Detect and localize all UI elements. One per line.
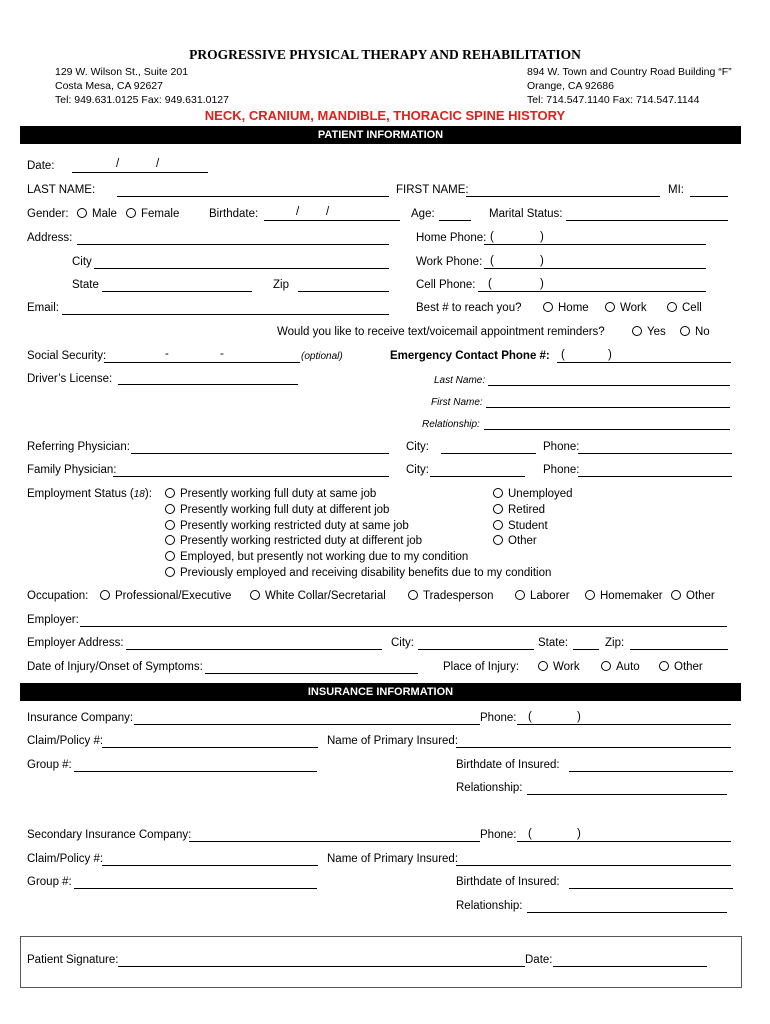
- employment-option[interactable]: [165, 488, 376, 500]
- option-label: Work: [553, 661, 580, 673]
- ssn-optional-note: (optional): [301, 351, 343, 362]
- state-field[interactable]: [102, 291, 252, 292]
- option-label: Presently working full duty at different job: [180, 504, 390, 516]
- family-city-label: City:: [406, 464, 429, 476]
- area-code-close: ): [540, 278, 544, 290]
- best-number-label: Best # to reach you?: [416, 302, 522, 314]
- employer-label: Employer:: [27, 614, 79, 626]
- option-label: Previously employed and receiving disability benefits due to my condition: [180, 567, 552, 579]
- place-of-injury-label: Place of Injury:: [443, 661, 520, 673]
- right-address-line: 894 W. Town and Country Road Building “F”: [527, 66, 732, 78]
- secondary-phone-field[interactable]: [517, 841, 731, 842]
- secondary-insured-birthdate-field[interactable]: [569, 888, 733, 889]
- radio-icon[interactable]: [165, 520, 175, 530]
- secondary-insured-birthdate-label: Birthdate of Insured:: [456, 876, 560, 888]
- secondary-insurance-label: Secondary Insurance Company:: [27, 829, 192, 841]
- radio-icon[interactable]: [667, 302, 677, 312]
- secondary-group-number-label: Group #:: [27, 876, 72, 888]
- section-insurance-information: INSURANCE INFORMATION: [20, 683, 741, 701]
- radio-icon[interactable]: [671, 590, 681, 600]
- radio-icon[interactable]: [77, 208, 87, 218]
- area-code-open: (: [528, 711, 532, 723]
- drivers-license-field[interactable]: [118, 384, 298, 385]
- option-label: Presently working restricted duty at same job: [180, 520, 409, 532]
- area-code-open: (: [561, 349, 565, 361]
- secondary-claim-policy-label: Claim/Policy #:: [27, 853, 104, 865]
- gender-male-option[interactable]: [77, 208, 117, 220]
- employment-option[interactable]: [165, 551, 468, 563]
- radio-icon[interactable]: [165, 488, 175, 498]
- area-code-close: ): [608, 349, 612, 361]
- employment-option[interactable]: [493, 520, 548, 532]
- referring-phone-field[interactable]: [578, 453, 732, 454]
- option-label: Cell: [682, 302, 702, 314]
- employment-status-label: [27, 488, 152, 500]
- radio-icon[interactable]: [165, 551, 175, 561]
- patient-signature-label: Patient Signature:: [27, 954, 119, 966]
- option-label: Employed, but presently not working due to my condition: [180, 551, 469, 563]
- secondary-insurance-field[interactable]: [189, 841, 480, 842]
- emergency-last-name-label: Last Name:: [434, 375, 486, 386]
- employment-option[interactable]: [165, 535, 422, 547]
- emergency-relationship-field[interactable]: [484, 429, 730, 430]
- radio-icon[interactable]: [408, 590, 418, 600]
- emergency-first-name-label: First Name:: [431, 397, 483, 408]
- employment-status-suffix: ):: [144, 488, 152, 500]
- claim-policy-field[interactable]: [102, 747, 318, 748]
- emergency-first-name-field[interactable]: [486, 407, 730, 408]
- radio-icon[interactable]: [165, 504, 175, 514]
- date-field[interactable]: [72, 172, 208, 173]
- option-label: Presently working full duty at same job: [180, 488, 377, 500]
- clinic-name: PROGRESSIVE PHYSICAL THERAPY AND REHABILITATION: [189, 47, 581, 62]
- employer-address-field[interactable]: [126, 649, 382, 650]
- work-phone-field[interactable]: [484, 268, 706, 269]
- option-label: Homemaker: [600, 590, 663, 602]
- cell-phone-label: Cell Phone:: [416, 279, 476, 291]
- employment-option[interactable]: [493, 535, 537, 547]
- radio-icon[interactable]: [100, 590, 110, 600]
- insured-relationship-field[interactable]: [527, 794, 727, 795]
- birthdate-label: Birthdate:: [209, 208, 259, 220]
- family-city-field[interactable]: [430, 476, 525, 477]
- radio-icon[interactable]: [165, 567, 175, 577]
- reminders-question: Would you like to receive text/voicemail appointment reminders?: [277, 326, 605, 338]
- secondary-primary-insured-label: Name of Primary Insured:: [327, 853, 459, 865]
- occupation-option[interactable]: [671, 590, 715, 602]
- date-separator: /: [156, 158, 160, 170]
- area-code-close: ): [540, 231, 544, 243]
- area-code-close: ): [577, 828, 581, 840]
- radio-icon[interactable]: [605, 302, 615, 312]
- option-label: No: [695, 326, 710, 338]
- place-option[interactable]: [538, 661, 580, 673]
- place-option[interactable]: [659, 661, 703, 673]
- date-separator: /: [326, 206, 330, 218]
- radio-icon[interactable]: [165, 535, 175, 545]
- drivers-license-label: Driver’s License:: [27, 373, 113, 385]
- referring-city-label: City:: [406, 441, 429, 453]
- insured-birthdate-field[interactable]: [569, 771, 733, 772]
- option-label: Other: [674, 661, 703, 673]
- family-phone-label: Phone:: [543, 464, 580, 476]
- option-label: Other: [686, 590, 715, 602]
- radio-icon[interactable]: [493, 504, 503, 514]
- radio-icon[interactable]: [250, 590, 260, 600]
- address-label: Address:: [27, 232, 73, 244]
- zip-field[interactable]: [298, 291, 389, 292]
- ssn-dash: -: [220, 348, 224, 360]
- family-physician-label: Family Physician:: [27, 464, 117, 476]
- date-label: Date:: [27, 160, 55, 172]
- age-label: Age:: [411, 208, 435, 220]
- area-code-open: (: [528, 828, 532, 840]
- referring-physician-field[interactable]: [131, 453, 389, 454]
- employer-city-field[interactable]: [418, 649, 534, 650]
- last-name-label: LAST NAME:: [27, 184, 96, 196]
- referring-physician-label: Referring Physician:: [27, 441, 130, 453]
- ssn-label: Social Security:: [27, 350, 107, 362]
- option-label: Tradesperson: [423, 590, 494, 602]
- option-label: Auto: [616, 661, 640, 673]
- radio-icon[interactable]: [585, 590, 595, 600]
- right-address-line: Tel: 714.547.1140 Fax: 714.547.1144: [527, 94, 700, 106]
- emergency-last-name-field[interactable]: [488, 385, 730, 386]
- email-field[interactable]: [62, 314, 389, 315]
- date-separator: /: [296, 206, 300, 218]
- occupation-option[interactable]: [408, 590, 494, 602]
- mi-label: MI:: [668, 184, 684, 196]
- area-code-close: ): [577, 711, 581, 723]
- option-label: Other: [508, 535, 537, 547]
- state-label: State: [72, 279, 99, 291]
- option-label: Laborer: [530, 590, 570, 602]
- section-patient-information: PATIENT INFORMATION: [20, 126, 741, 144]
- injury-date-field[interactable]: [205, 673, 418, 674]
- reminders-yes-option[interactable]: [632, 326, 666, 338]
- option-label: Professional/Executive: [115, 590, 232, 602]
- occupation-label: Occupation:: [27, 590, 89, 602]
- employer-zip-field[interactable]: [630, 649, 728, 650]
- signature-box: [20, 936, 742, 988]
- last-name-field[interactable]: [117, 196, 389, 197]
- injury-date-label: Date of Injury/Onset of Symptoms:: [27, 661, 203, 673]
- reminders-no-option[interactable]: [680, 326, 710, 338]
- email-label: Email:: [27, 302, 59, 314]
- mi-field[interactable]: [690, 196, 728, 197]
- employment-option[interactable]: [493, 488, 573, 500]
- primary-insured-field[interactable]: [456, 747, 731, 748]
- employer-field[interactable]: [80, 626, 727, 627]
- insurance-phone-label: Phone:: [480, 712, 517, 724]
- area-code-close: ): [540, 255, 544, 267]
- city-field[interactable]: [94, 268, 389, 269]
- age-field[interactable]: [439, 220, 471, 221]
- occupation-option[interactable]: [250, 590, 386, 602]
- city-label: City: [72, 256, 92, 268]
- address-field[interactable]: [77, 244, 389, 245]
- employment-status-text: Employment Status (: [27, 488, 134, 500]
- radio-icon[interactable]: [543, 302, 553, 312]
- insured-relationship-label: Relationship:: [456, 782, 523, 794]
- first-name-label: FIRST NAME:: [396, 184, 469, 196]
- employment-option[interactable]: [493, 504, 545, 516]
- group-number-label: Group #:: [27, 759, 72, 771]
- right-address-line: Orange, CA 92686: [527, 80, 614, 92]
- marital-status-label: Marital Status:: [489, 208, 563, 220]
- employer-address-label: Employer Address:: [27, 637, 124, 649]
- radio-icon[interactable]: [601, 661, 611, 671]
- area-code-open: (: [490, 255, 494, 267]
- place-option[interactable]: [601, 661, 640, 673]
- secondary-phone-label: Phone:: [480, 829, 517, 841]
- option-label: Home: [558, 302, 589, 314]
- marital-status-field[interactable]: [566, 220, 728, 221]
- option-label: Male: [92, 208, 117, 220]
- option-label: Student: [508, 520, 548, 532]
- right-address: [527, 65, 732, 107]
- left-address-line: Tel: 949.631.0125 Fax: 949.631.0127: [55, 94, 229, 106]
- employment-option[interactable]: [165, 567, 551, 579]
- employment-status-number: 18: [133, 489, 145, 500]
- radio-icon[interactable]: [632, 326, 642, 336]
- option-label: Yes: [647, 326, 666, 338]
- referring-phone-label: Phone:: [543, 441, 580, 453]
- ssn-field[interactable]: [104, 362, 300, 363]
- secondary-relationship-field[interactable]: [527, 912, 727, 913]
- secondary-group-number-field[interactable]: [74, 888, 317, 889]
- left-address-line: Costa Mesa, CA 92627: [55, 80, 163, 92]
- signature-date-label: Date:: [525, 954, 553, 966]
- option-label: Unemployed: [508, 488, 573, 500]
- option-label: Female: [141, 208, 180, 220]
- employment-option[interactable]: [165, 504, 389, 516]
- secondary-relationship-label: Relationship:: [456, 900, 523, 912]
- form-title: NECK, CRANIUM, MANDIBLE, THORACIC SPINE HISTORY: [204, 108, 566, 123]
- birthdate-field[interactable]: [264, 220, 400, 221]
- radio-icon[interactable]: [659, 661, 669, 671]
- left-address-line: 129 W. Wilson St., Suite 201: [55, 66, 189, 78]
- radio-icon[interactable]: [126, 208, 136, 218]
- insurance-phone-field[interactable]: [517, 724, 731, 725]
- radio-icon[interactable]: [493, 520, 503, 530]
- patient-signature-field[interactable]: [118, 966, 525, 967]
- ssn-dash: -: [165, 348, 169, 360]
- cell-phone-field[interactable]: [478, 291, 706, 292]
- radio-icon[interactable]: [493, 488, 503, 498]
- employer-zip-label: Zip:: [605, 637, 625, 649]
- zip-label: Zip: [273, 279, 289, 291]
- occupation-option[interactable]: [515, 590, 570, 602]
- primary-insured-label: Name of Primary Insured:: [327, 735, 459, 747]
- emergency-phone-field[interactable]: [557, 362, 731, 363]
- option-label: Retired: [508, 504, 546, 516]
- insured-birthdate-label: Birthdate of Insured:: [456, 759, 560, 771]
- claim-policy-label: Claim/Policy #:: [27, 735, 104, 747]
- option-label: Presently working restricted duty at different job: [180, 535, 423, 547]
- insurance-company-field[interactable]: [134, 724, 480, 725]
- emergency-relationship-label: Relationship:: [422, 419, 480, 430]
- radio-icon[interactable]: [680, 326, 690, 336]
- gender-female-option[interactable]: [126, 208, 179, 220]
- option-label: White Collar/Secretarial: [265, 590, 386, 602]
- home-phone-field[interactable]: [484, 244, 706, 245]
- employer-state-field[interactable]: [573, 649, 599, 650]
- best-cell-option[interactable]: [667, 302, 702, 314]
- radio-icon[interactable]: [493, 535, 503, 545]
- left-address: [55, 65, 229, 107]
- occupation-option[interactable]: [100, 590, 231, 602]
- insurance-company-label: Insurance Company:: [27, 712, 134, 724]
- family-physician-field[interactable]: [113, 476, 389, 477]
- area-code-open: (: [490, 231, 494, 243]
- best-home-option[interactable]: [543, 302, 589, 314]
- group-number-field[interactable]: [74, 771, 317, 772]
- home-phone-label: Home Phone:: [416, 232, 487, 244]
- first-name-field[interactable]: [466, 196, 660, 197]
- radio-icon[interactable]: [515, 590, 525, 600]
- best-work-option[interactable]: [605, 302, 647, 314]
- area-code-open: (: [488, 278, 492, 290]
- employer-state-label: State:: [538, 637, 569, 649]
- employer-city-label: City:: [391, 637, 414, 649]
- radio-icon[interactable]: [538, 661, 548, 671]
- secondary-claim-policy-field[interactable]: [102, 865, 318, 866]
- referring-city-field[interactable]: [441, 453, 536, 454]
- employment-option[interactable]: [165, 520, 409, 532]
- date-separator: /: [116, 158, 120, 170]
- family-phone-field[interactable]: [578, 476, 732, 477]
- option-label: Work: [620, 302, 647, 314]
- emergency-phone-label: Emergency Contact Phone #:: [390, 350, 550, 362]
- work-phone-label: Work Phone:: [416, 256, 483, 268]
- occupation-option[interactable]: [585, 590, 663, 602]
- gender-label: Gender:: [27, 208, 69, 220]
- signature-date-field[interactable]: [553, 966, 707, 967]
- secondary-primary-insured-field[interactable]: [456, 865, 731, 866]
